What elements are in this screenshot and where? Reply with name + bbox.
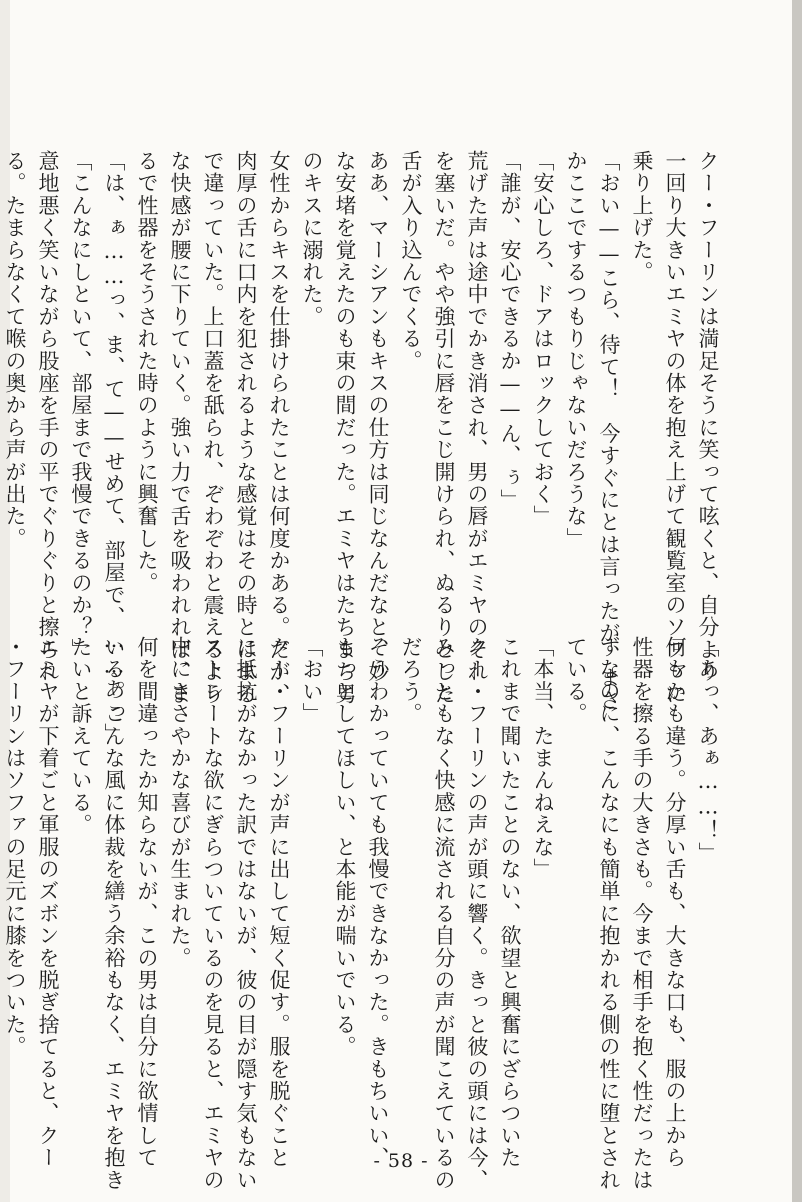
text-column: 中にささやかな喜びが生まれた。 — [168, 636, 192, 969]
text-column: で違っていた。上口蓋を舐られ、ぞわぞわと震えるよう — [201, 150, 225, 705]
text-column: クー・フーリンの声が頭に響く。きっと彼の頭には今、 — [465, 636, 489, 1191]
text-column: な快感が腰に下りていく。強い力で舌を吸われれば、ま — [168, 150, 192, 705]
text-column: クー・フーリンは満足そうに笑って呟くと、自分より — [696, 150, 720, 683]
text-column: るで性器をそうされた時のように興奮した。 — [135, 150, 159, 594]
text-column: 「あっ、あぁ……！」 — [696, 636, 720, 864]
text-column: もっとしてほしい、と本能が喘いでいる。 — [333, 636, 357, 1058]
text-column: たいと訴えている。 — [69, 636, 93, 836]
text-column: る。たまらなくて喉の奥から声が出た。 — [3, 150, 27, 550]
text-column: ずなのに、こんなにも簡単に抱かれる側の性に堕とされ — [597, 636, 621, 1191]
text-column: いる。こんな風に体裁を繕う余裕もなく、エミヤを抱き — [102, 636, 126, 1191]
page-edge-right — [792, 0, 802, 1202]
text-column: 「誰が、安心できるか——ん、ぅ」 — [498, 150, 522, 512]
text-column: 「こんなにしといて、部屋まで我慢できるのか？」 — [69, 150, 93, 661]
text-column: そうわかっていても我慢できなかった。きもちいい、 — [366, 636, 390, 1169]
text-column: な安堵を覚えたのも束の間だった。エミヤはたちまち男 — [333, 150, 357, 705]
text-column: かここでするつもりじゃないだろうな」 — [564, 150, 588, 550]
text-column: 舌が入り込んでくる。 — [399, 150, 423, 372]
text-column: に抵抗がなかった訳ではないが、彼の目が隠す気もない — [234, 636, 258, 1191]
text-column: 何もかも違う。分厚い舌も、大きな口も、服の上から — [663, 636, 687, 1169]
page-number: - 58 - — [373, 1150, 429, 1172]
text-column: 何を間違ったか知らないが、この男は自分に欲情して — [135, 636, 159, 1169]
text-column: 意地悪く笑いながら股座を手の平でぐりぐりと擦られ — [36, 150, 60, 683]
text-column: ストレートな欲にぎらついているのを見ると、エミヤの — [201, 636, 225, 1191]
text-column: 肉厚の舌に口内を犯されるような感覚はその時とはまる — [234, 150, 258, 705]
text-column: 「安心しろ、ドアはロックしておく」 — [531, 150, 555, 528]
text-column: 「おい——こら、待て！ 今すぐにとは言ったが、まさ — [597, 150, 621, 711]
text-column: ている。 — [564, 636, 588, 725]
text-column: 「本当、たまんねえな」 — [531, 636, 555, 881]
text-column: エミヤが下着ごと軍服のズボンを脱ぎ捨てると、クー — [36, 636, 60, 1169]
text-column: 一回り大きいエミヤの体を抱え上げて観覧室のソファに — [663, 150, 687, 705]
text-column: のキスに溺れた。 — [300, 150, 324, 328]
text-column: 乗り上げた。 — [630, 150, 654, 284]
text-column: これまで聞いたことのない、欲望と興奮にざらついた — [498, 636, 522, 1169]
text-column: だろう。 — [399, 636, 423, 725]
text-column: 「は、ぁ……っ、ま、て——せめて、部屋で、……あっ」 — [102, 150, 126, 746]
text-column: 荒げた声は途中でかき消され、男の唇がエミヤのそれ — [465, 150, 489, 683]
text-column: 女性からキスを仕掛けられたことは何度かある。だが、 — [267, 150, 291, 705]
text-column: ああ、マーシアンもキスの仕方は同じなんだなと、妙 — [366, 150, 390, 683]
text-column: 「おい」 — [300, 636, 324, 725]
text-column: 性器を擦る手の大きさも。今まで相手を抱く性だったは — [630, 636, 654, 1191]
text-column: みっともなく快感に流される自分の声が聞こえているの — [432, 636, 456, 1191]
text-column: クー・フーリンが声に出して短く促す。服を脱ぐこと — [267, 636, 291, 1169]
text-column: を塞いだ。やや強引に唇をこじ開けられ、ぬるりとした — [432, 150, 456, 705]
text-column: ・フーリンはソファの足元に膝をついた。 — [3, 636, 27, 1058]
